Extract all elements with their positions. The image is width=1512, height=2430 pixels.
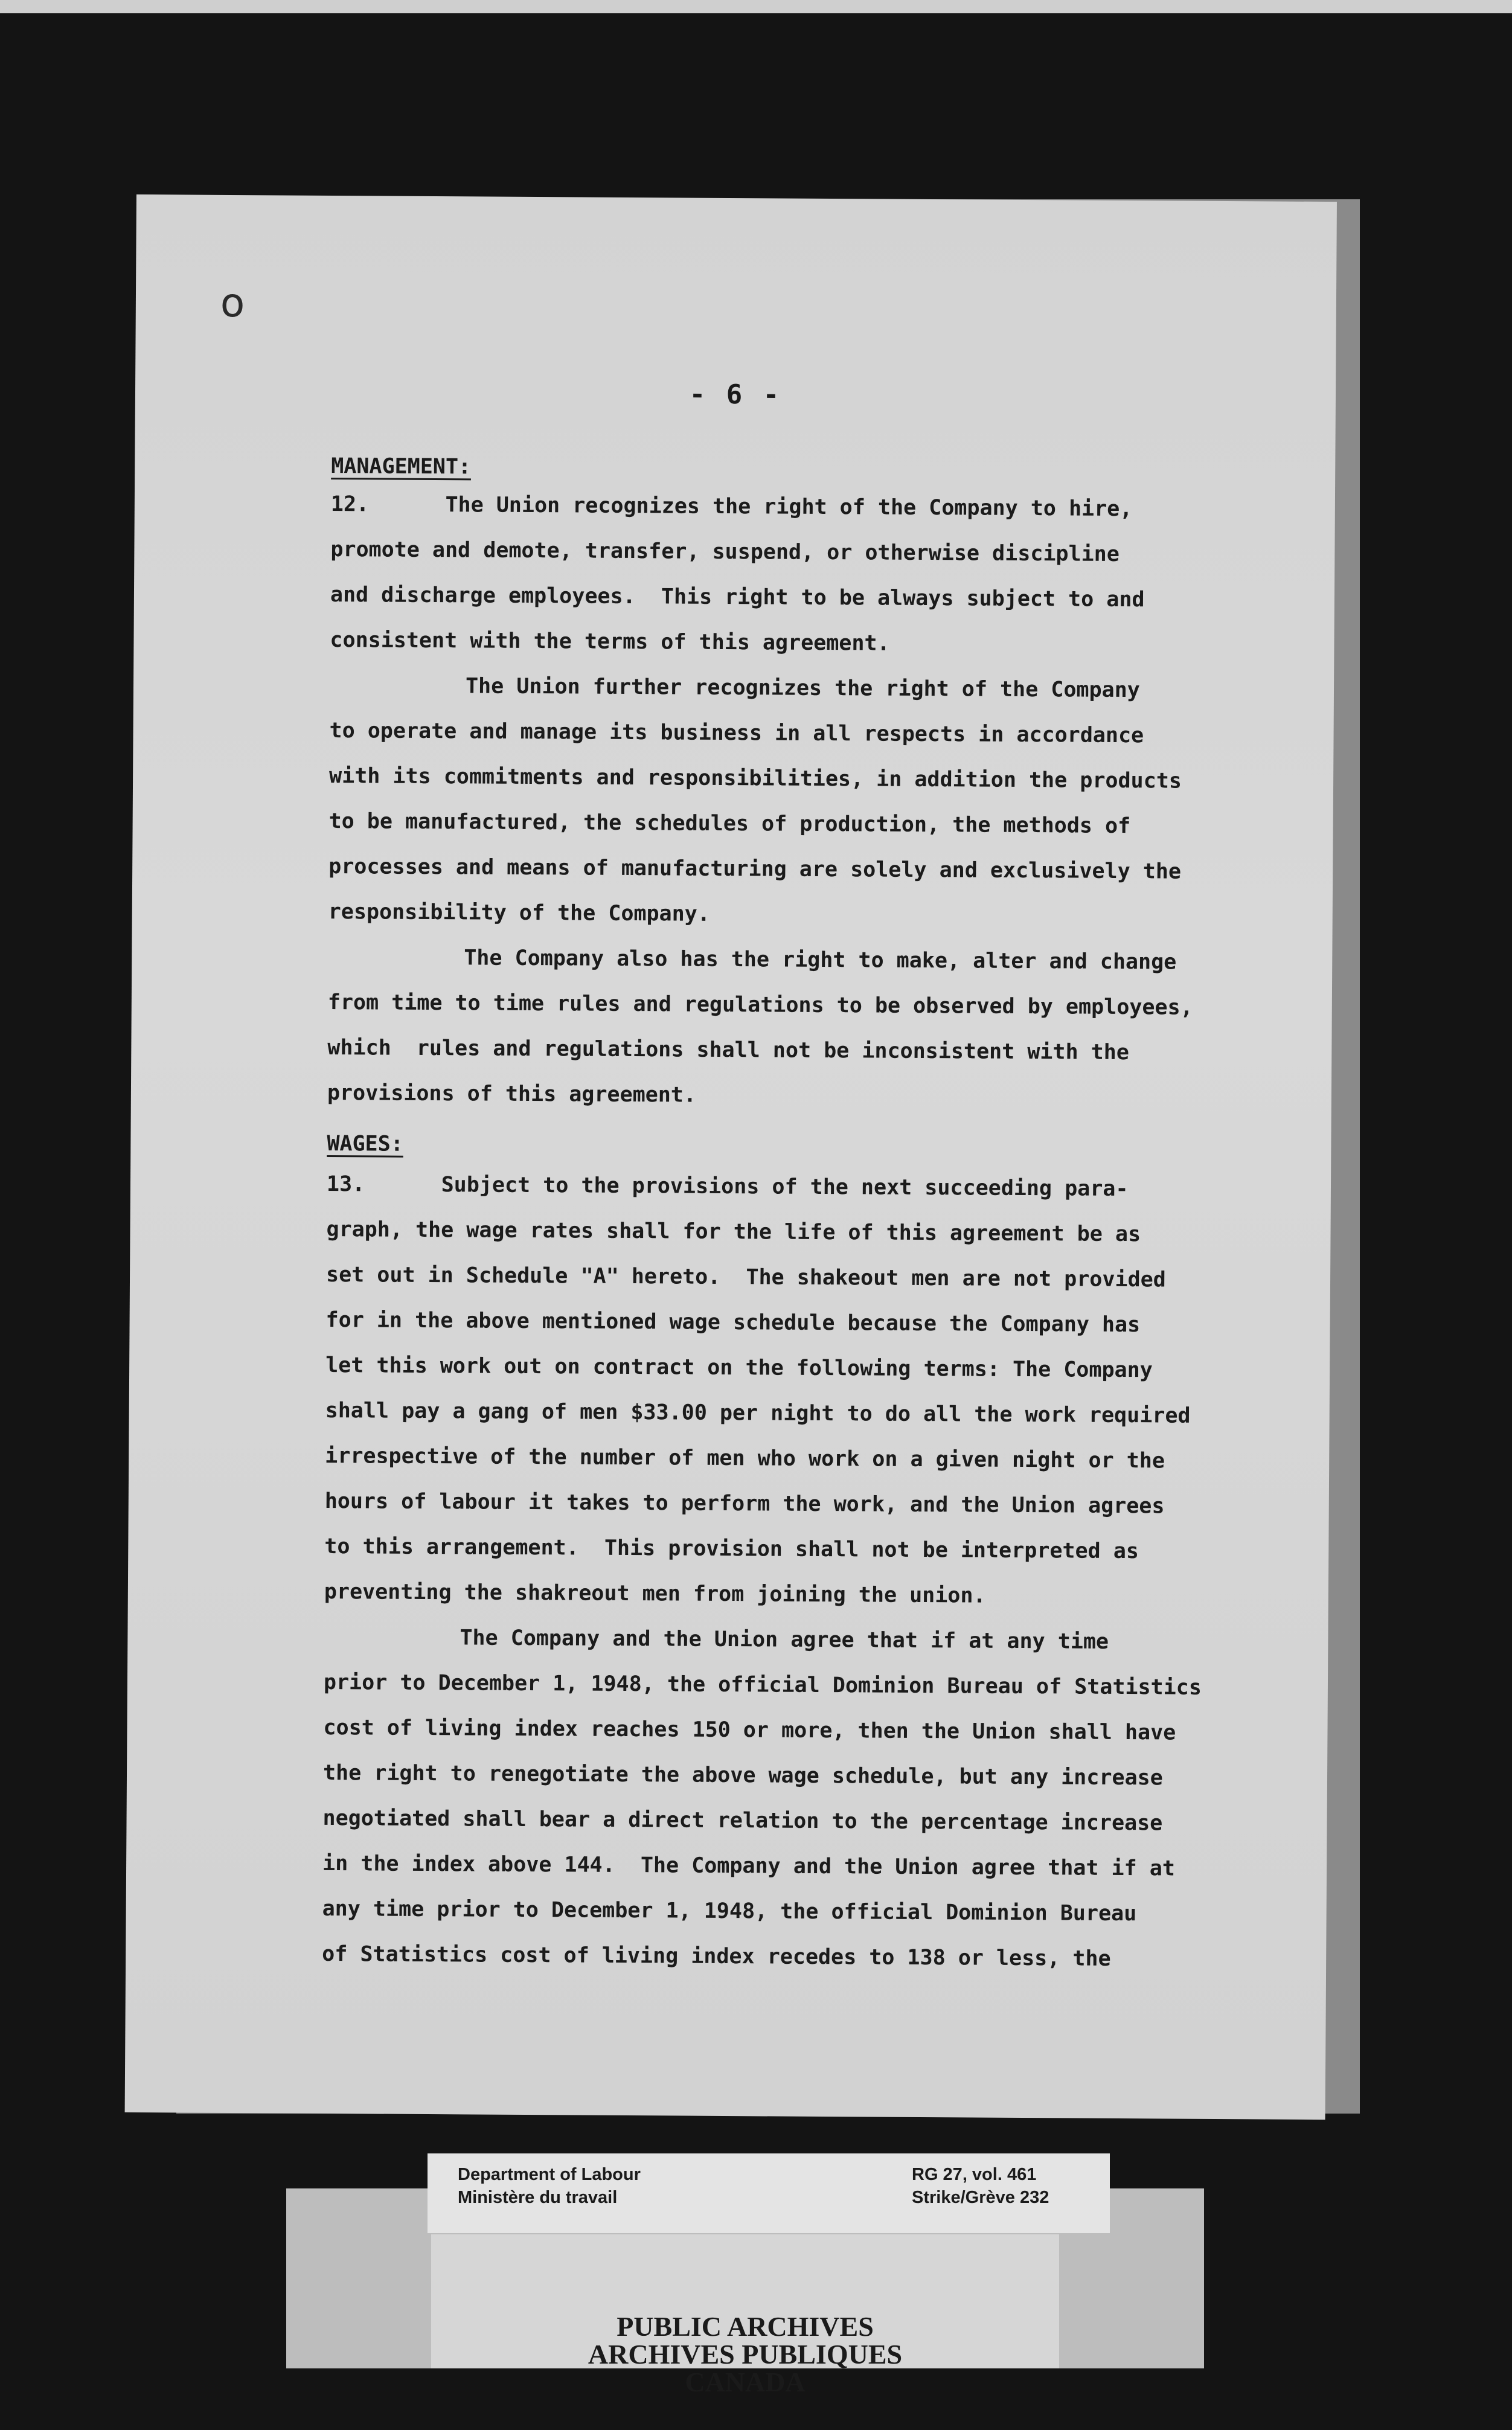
text-line: The Company also has the right to make, alter and change bbox=[464, 946, 1177, 975]
page-number: - 6 - bbox=[689, 379, 782, 411]
text-line: from time to time rules and regulations to be observed by employees, bbox=[327, 990, 1193, 1020]
text-line: the right to renegotiate the above wage schedule, but any increase bbox=[322, 1760, 1163, 1790]
department-fr: Ministère du travail bbox=[458, 2188, 618, 2207]
wages-section bbox=[322, 1162, 1317, 1983]
archive-reference-label bbox=[428, 2153, 1110, 2233]
text-line: shall pay a gang of men $33.00 per night to do all the work required bbox=[325, 1398, 1191, 1428]
stamp-line-3: CANADA bbox=[685, 2367, 806, 2397]
punch-hole-mark: o bbox=[220, 279, 245, 327]
department-name bbox=[458, 2163, 641, 2209]
text-line: irrespective of the number of men who work on a given night or the bbox=[325, 1443, 1165, 1473]
stamp-line-2: ARCHIVES PUBLIQUES bbox=[588, 2339, 903, 2370]
film-edge bbox=[0, 0, 1512, 13]
text-line: consistent with the terms of this agreement. bbox=[330, 627, 890, 656]
text-line: responsibility of the Company. bbox=[328, 899, 711, 926]
text-line: graph, the wage rates shall for the life of this agreement be as bbox=[326, 1217, 1141, 1247]
document-page bbox=[125, 194, 1337, 2120]
text-line: to be manufactured, the schedules of production, the methods of bbox=[328, 809, 1131, 839]
stamp-panel bbox=[431, 2234, 1059, 2397]
text-line: 12. The Union recognizes the right of the Company to hire, bbox=[330, 492, 1133, 522]
management-section bbox=[327, 482, 1321, 1122]
text-line: with its commitments and responsibilities, in addition the products bbox=[329, 763, 1182, 793]
text-line: 13. Subject to the provisions of the next succeeding para- bbox=[326, 1172, 1129, 1202]
text-line: prior to December 1, 1948, the official Dominion Bureau of Statistics bbox=[323, 1670, 1202, 1700]
text-line: set out in Schedule "A" hereto. The shakeout men are not provided bbox=[325, 1262, 1166, 1292]
section-heading-management: MANAGEMENT: bbox=[331, 454, 472, 479]
stamp-text bbox=[431, 2313, 1059, 2396]
text-line: and discharge employees. This right to be always subject to and bbox=[330, 582, 1145, 612]
record-reference bbox=[912, 2163, 1049, 2209]
text-line: of Statistics cost of living index recedes to 138 or less, the bbox=[322, 1941, 1111, 1971]
text-line: provisions of this agreement. bbox=[327, 1080, 697, 1108]
file-number: Strike/Grève 232 bbox=[912, 2188, 1049, 2207]
text-line: negotiated shall bear a direct relation to the percentage increase bbox=[322, 1806, 1163, 1836]
text-line: cost of living index reaches 150 or more, then the Union shall have bbox=[323, 1715, 1176, 1745]
text-line: in the index above 144. The Company and the Union agree that if at bbox=[322, 1851, 1176, 1881]
text-line: The Company and the Union agree that if at any time bbox=[460, 1626, 1109, 1654]
text-line: to this arrangement. This provision shall not be interpreted as bbox=[324, 1534, 1139, 1564]
department-en: Department of Labour bbox=[458, 2165, 641, 2184]
text-line: hours of labour it takes to perform the work, and the Union agrees bbox=[324, 1489, 1165, 1519]
text-line: for in the above mentioned wage schedule because the Company has bbox=[325, 1307, 1141, 1338]
record-group: RG 27, vol. 461 bbox=[912, 2165, 1037, 2184]
text-line: any time prior to December 1, 1948, the official Dominion Bureau bbox=[322, 1896, 1137, 1926]
text-line: promote and demote, transfer, suspend, or otherwise discipline bbox=[330, 537, 1120, 566]
text-line: to operate and manage its business in all respects in accordance bbox=[329, 718, 1144, 748]
text-line: processes and means of manufacturing are solely and exclusively the bbox=[328, 854, 1182, 884]
text-line: preventing the shakreout men from joining the union. bbox=[324, 1579, 986, 1608]
section-heading-wages: WAGES: bbox=[327, 1131, 403, 1156]
text-line: The Union further recognizes the right of the Company bbox=[465, 674, 1140, 703]
stamp-line-1: PUBLIC ARCHIVES bbox=[617, 2311, 874, 2342]
text-line: let this work out on contract on the following terms: The Company bbox=[325, 1353, 1153, 1383]
text-line: which rules and regulations shall not be inconsistent with the bbox=[327, 1035, 1130, 1065]
